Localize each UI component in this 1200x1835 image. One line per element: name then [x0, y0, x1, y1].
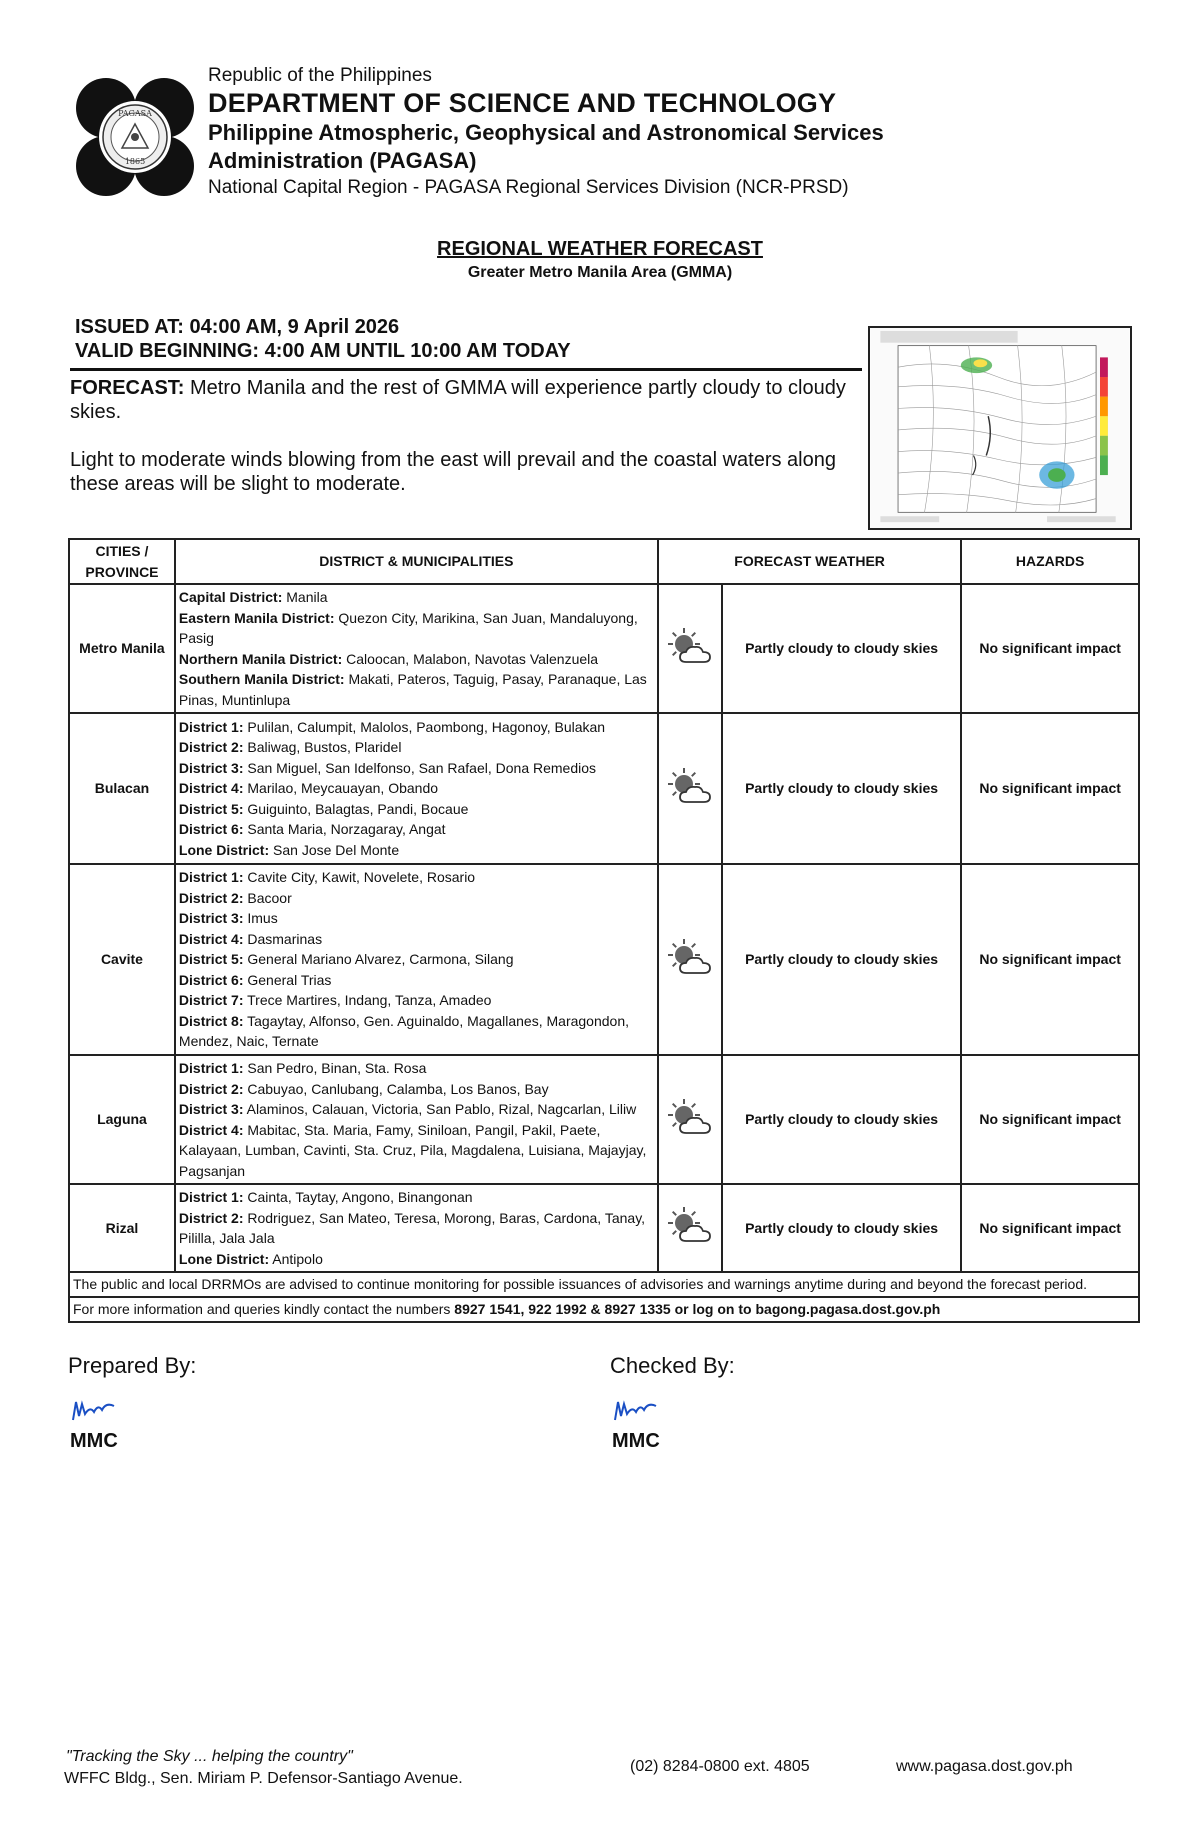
district-name: Lone District:	[178, 1250, 270, 1267]
district-line	[179, 1011, 654, 1052]
district-name: District 8:	[178, 1012, 244, 1029]
streamline-map-image	[868, 326, 1132, 530]
district-line	[179, 970, 654, 991]
forecast-weather-cell: Partly cloudy to cloudy skies	[722, 864, 961, 1055]
district-line	[179, 819, 654, 840]
partly-cloudy-icon	[666, 1097, 714, 1137]
municipality-list: Rodriguez, San Mateo, Teresa, Morong, Baras, Cardona, Tanay, Pililla, Jala Jala	[178, 1209, 646, 1246]
partly-cloudy-icon	[666, 626, 714, 666]
advisory-note: The public and local DRRMOs are advised to continue monitoring for possible issuances of advisories and warnings anytime during and beyond the forecast period.	[69, 1272, 1139, 1297]
contact-note	[69, 1297, 1139, 1322]
district-line	[179, 1208, 654, 1249]
weather-icon-cell	[658, 1055, 722, 1184]
document-subtitle: Greater Metro Manila Area (GMMA)	[467, 264, 733, 281]
checked-by-label: Checked By:	[610, 1353, 735, 1378]
district-line	[179, 799, 654, 820]
district-name: District 4:	[178, 780, 244, 797]
district-cell	[175, 1055, 658, 1184]
forecast-weather-cell: Partly cloudy to cloudy skies	[722, 1055, 961, 1184]
district-name: District 2:	[178, 1080, 244, 1097]
prepared-by-label: Prepared By:	[68, 1353, 197, 1378]
district-line	[179, 1120, 654, 1182]
district-cell	[175, 864, 658, 1055]
table-row	[69, 864, 1139, 1055]
district-cell	[175, 1184, 658, 1272]
partly-cloudy-icon	[666, 766, 714, 806]
pagasa-logo	[74, 76, 196, 198]
municipality-list: Manila	[282, 589, 328, 605]
district-line	[179, 867, 654, 888]
municipality-list: Alaminos, Calauan, Victoria, San Pablo, Rizal, Nagcarlan, Liliw	[243, 1101, 637, 1117]
district-line	[179, 717, 654, 738]
district-name: District 3:	[178, 1101, 244, 1117]
contact-numbers: 8927 1541, 922 1992 & 8927 1335 or log on to bagong.pagasa.dost.gov.ph	[454, 1301, 941, 1318]
district-line	[179, 949, 654, 970]
district-name: Lone District:	[178, 841, 270, 858]
municipality-list: Makati, Pateros, Taguig, Pasay, Paranaque, Las Pinas, Muntinlupa	[178, 671, 647, 708]
district-line	[179, 840, 654, 861]
municipality-list: Marilao, Meycauayan, Obando	[243, 780, 439, 797]
district-line	[179, 669, 654, 710]
logo-text: PAGASA	[118, 109, 152, 118]
district-name: District 3:	[178, 910, 244, 927]
weather-icon-cell	[658, 584, 722, 713]
forecast-label: FORECAST:	[70, 377, 185, 399]
municipality-list: Guiguinto, Balagtas, Pandi, Bocaue	[243, 800, 469, 817]
forecast-weather-cell: Partly cloudy to cloudy skies	[722, 713, 961, 864]
district-line	[179, 608, 654, 649]
municipality-list: Trece Martires, Indang, Tanza, Amadeo	[243, 992, 492, 1009]
table-row	[69, 1184, 1139, 1272]
city-cell: Rizal	[69, 1184, 175, 1272]
department-line: DEPARTMENT OF SCIENCE AND TECHNOLOGY	[208, 88, 837, 118]
agency-line-1: Philippine Atmospheric, Geophysical and Astronomical Services	[208, 120, 884, 145]
municipality-list: Pulilan, Calumpit, Malolos, Paombong, Hagonoy, Bulakan	[243, 718, 606, 735]
weather-icon-cell	[658, 713, 722, 864]
district-name: District 4:	[178, 930, 244, 947]
municipality-list: Cavite City, Kawit, Novelete, Rosario	[243, 869, 476, 886]
district-cell	[175, 713, 658, 864]
municipality-list: Tagaytay, Alfonso, Gen. Aguinaldo, Magallanes, Maragondon, Mendez, Naic, Ternate	[178, 1012, 630, 1050]
district-name: District 2:	[178, 739, 244, 756]
district-line	[179, 929, 654, 950]
district-name: District 1:	[178, 718, 244, 735]
district-name: District 6:	[178, 821, 244, 838]
table-row	[69, 1055, 1139, 1184]
weather-icon-cell	[658, 864, 722, 1055]
municipality-list: Cainta, Taytay, Angono, Binangonan	[243, 1189, 473, 1205]
hazard-cell: No significant impact	[961, 1055, 1139, 1184]
city-cell: Metro Manila	[69, 584, 175, 713]
partly-cloudy-icon	[666, 1205, 714, 1245]
district-line	[179, 649, 654, 670]
municipality-list: Cabuyao, Canlubang, Calamba, Los Banos, Bay	[243, 1080, 549, 1097]
checked-signature-scribble	[612, 1398, 658, 1424]
municipality-list: Antipolo	[269, 1250, 323, 1267]
table-row	[69, 584, 1139, 713]
district-line	[179, 1079, 654, 1100]
municipality-list: Bacoor	[243, 889, 292, 906]
forecast-weather-cell: Partly cloudy to cloudy skies	[722, 1184, 961, 1272]
agency-header	[208, 64, 968, 201]
district-name: Southern Manila District:	[178, 671, 345, 687]
prepared-by-initials: MMC	[70, 1430, 118, 1452]
district-line	[179, 1187, 654, 1208]
forecast-table	[68, 538, 1140, 1323]
forecast-rows	[69, 584, 1139, 1272]
district-name: District 7:	[178, 992, 244, 1009]
district-line	[179, 1058, 654, 1079]
district-name: District 3:	[178, 759, 244, 776]
document-title: REGIONAL WEATHER FORECAST	[437, 238, 763, 260]
footer-phone: (02) 8284-0800 ext. 4805	[630, 1758, 810, 1775]
district-line	[179, 587, 654, 608]
district-name: District 1:	[178, 869, 244, 886]
footer-website[interactable]: www.pagasa.dost.gov.ph	[896, 1758, 1073, 1775]
table-row	[69, 713, 1139, 864]
district-line	[179, 908, 654, 929]
district-name: District 1:	[178, 1189, 244, 1205]
division-line: National Capital Region - PAGASA Regional Services Division (NCR-PRSD)	[208, 177, 849, 198]
municipality-list: Dasmarinas	[243, 930, 323, 947]
prepared-signature-scribble	[70, 1398, 116, 1424]
issued-at: ISSUED AT: 04:00 AM, 9 April 2026	[75, 316, 400, 338]
municipality-list: General Mariano Alvarez, Carmona, Silang	[243, 951, 514, 968]
district-name: District 5:	[178, 800, 244, 817]
header-district: DISTRICT & MUNICIPALITIES	[175, 539, 658, 584]
hazard-cell: No significant impact	[961, 584, 1139, 713]
footer-address: WFFC Bldg., Sen. Miriam P. Defensor-Santiago Avenue.	[64, 1770, 463, 1787]
municipality-list: Santa Maria, Norzagaray, Angat	[243, 821, 446, 838]
valid-period: VALID BEGINNING: 4:00 AM UNTIL 10:00 AM TODAY	[75, 340, 571, 362]
municipality-list: Mabitac, Sta. Maria, Famy, Siniloan, Pangil, Pakil, Paete, Kalayaan, Lumban, Cavinti, Sta. Cruz, Pila, Magdalena, Luisiana, Majayjay, Pagsanjan	[178, 1121, 647, 1179]
issue-info	[75, 315, 571, 363]
district-line	[179, 1249, 654, 1270]
district-cell	[175, 584, 658, 713]
district-line	[179, 990, 654, 1011]
district-name: District 5:	[178, 951, 244, 968]
header-hazards: HAZARDS	[961, 539, 1139, 584]
district-name: District 4:	[178, 1121, 244, 1138]
contact-note-text: For more information and queries kindly contact the numbers	[73, 1301, 455, 1318]
header-weather: FORECAST WEATHER	[658, 539, 961, 584]
municipality-list: Caloocan, Malabon, Navotas Valenzuela	[342, 650, 599, 667]
forecast-paragraph-2: Light to moderate winds blowing from the east will prevail and the coastal waters along these areas will be slight to moderate.	[70, 449, 836, 495]
hazard-cell: No significant impact	[961, 713, 1139, 864]
municipality-list: San Miguel, San Idelfonso, San Rafael, Dona Remedios	[243, 759, 597, 776]
header-city: CITIES / PROVINCE	[69, 539, 175, 584]
municipality-list: San Jose Del Monte	[269, 841, 400, 858]
municipality-list: General Trias	[243, 971, 332, 988]
district-line	[179, 888, 654, 909]
city-cell: Bulacan	[69, 713, 175, 864]
district-name: District 2:	[178, 1209, 244, 1226]
logo-year: 1865	[124, 157, 146, 166]
district-name: District 1:	[178, 1060, 244, 1076]
municipality-list: Imus	[243, 910, 278, 927]
district-line	[179, 1099, 654, 1120]
partly-cloudy-icon	[666, 937, 714, 977]
footer-tagline: "Tracking the Sky ... helping the country"	[66, 1748, 353, 1765]
municipality-list: San Pedro, Binan, Sta. Rosa	[243, 1060, 427, 1076]
city-cell: Laguna	[69, 1055, 175, 1184]
district-name: District 2:	[178, 889, 244, 906]
district-name: Eastern Manila District:	[178, 609, 335, 626]
forecast-paragraph-1: Metro Manila and the rest of GMMA will experience partly cloudy to cloudy skies.	[70, 377, 846, 423]
municipality-list: Quezon City, Marikina, San Juan, Mandaluyong, Pasig	[178, 609, 638, 646]
weather-icon-cell	[658, 1184, 722, 1272]
district-name: Northern Manila District:	[178, 650, 343, 667]
checked-by-initials: MMC	[612, 1430, 660, 1452]
district-name: District 6:	[178, 971, 244, 988]
hazard-cell: No significant impact	[961, 864, 1139, 1055]
municipality-list: Baliwag, Bustos, Plaridel	[243, 739, 402, 756]
district-line	[179, 737, 654, 758]
district-name: Capital District:	[178, 589, 283, 605]
forecast-weather-cell: Partly cloudy to cloudy skies	[722, 584, 961, 713]
district-line	[179, 778, 654, 799]
hazard-cell: No significant impact	[961, 1184, 1139, 1272]
district-line	[179, 758, 654, 779]
republic-line: Republic of the Philippines	[208, 65, 432, 86]
city-cell: Cavite	[69, 864, 175, 1055]
forecast-text	[70, 376, 860, 520]
divider	[70, 368, 862, 371]
agency-line-2: Administration (PAGASA)	[208, 148, 477, 173]
